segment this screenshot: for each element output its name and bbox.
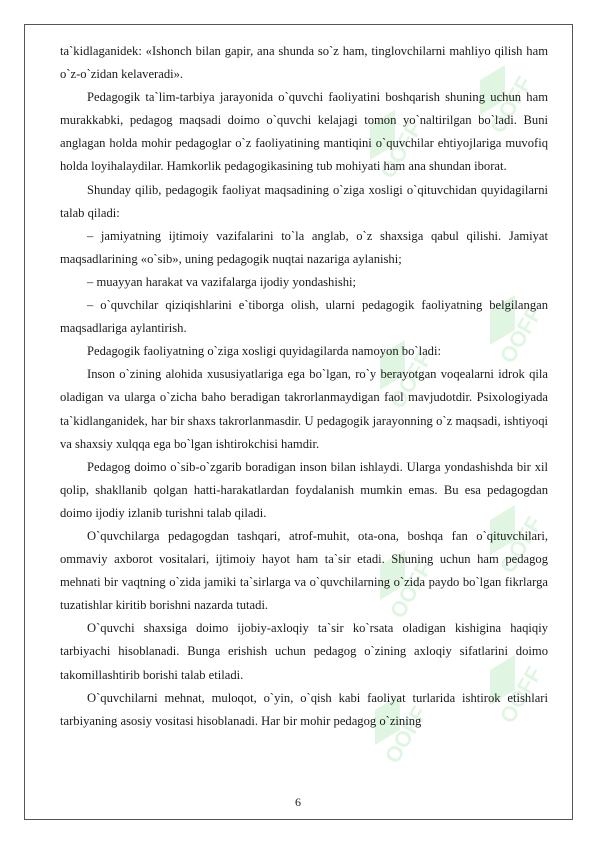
paragraph: Shunday qilib, pedagogik faoliyat maqsadining o`ziga xosligi o`qituvchidan quyidagilarni talab qiladi: xyxy=(60,182,548,220)
paragraph: Pedagog doimo o`sib-o`zgarib boradigan inson bilan ishlaydi. Ularga yondashishda bir xil qolip, shakllanib qolgan hatti-harakatlardan foydalanish mumkin emas. Bu esa pedagogdan doimo ijodiy izlanib turishni talab qiladi. xyxy=(60,459,548,520)
list-item: – jamiyatning ijtimoiy vazifalarini to`la anglab, o`z shaxsiga qabul qilishi. Jamiyat maqsadlarining «o`sib», uning pedagogik nuqtai nazariga aylanishi; xyxy=(60,228,548,266)
list-item: – muayyan harakat va vazifalarga ijodiy yondashishi; xyxy=(87,274,357,289)
svg-text:OOFF: OOFF xyxy=(379,702,432,768)
svg-text:OOFF: OOFF xyxy=(384,347,437,413)
paragraph: Inson o`zining alohida xususiyatlariga ega bo`lgan, ro`y berayotgan voqealarni idrok qila oladigan va ularga o`zicha baho beradigan takrorlanmaydigan faol mavjudotdir. Psixologiyada ta`kidlanganidek, har bir shaxs takrorlanmasdir. U pedagogik jarayonning o`z maqsadi, ishtiyoqi va shaxsiy xulqqa ega bo`lgan ishtirokchisi hamdir. xyxy=(60,367,548,451)
page-number: 6 xyxy=(295,795,301,809)
paragraph: Pedagogik faoliyatning o`ziga xosligi quyidagilarda namoyon bo`ladi: xyxy=(87,344,441,359)
svg-text:OOFF: OOFF xyxy=(384,557,437,623)
paragraph: ta`kidlaganidek: «Ishonch bilan gapir, ana shunda so`z ham, tinglovchilarni mahliyo qilish ham o`z-o`zidan kelaveradi». xyxy=(60,44,548,82)
svg-text:OOFF: OOFF xyxy=(494,302,547,368)
paragraph: O`quvchi shaxsiga doimo ijobiy-axloqiy ta`sir ko`rsata oladigan kishigina haqiqiy tarbiyachi hisoblanadi. Bunga erishish uchun pedagog o`zining axloqiy sifatlarini doimo takomillashtirib borishi talab etiladi. xyxy=(60,621,548,682)
paragraph: Pedagogik ta`lim-tarbiya jarayonida o`quvchi faoliyatini boshqarish shuning uchun ham murakkabki, pedagog maqsadi doimo o`quvchi kelajagi tomon yo`naltirilgan bo`ladi. Buni anglagan holda mohir pedagoglar o`z faoliyatining mantiqini o`quvchilar ehtiyojlariga muvofiq holda loyihalaydilar. Hamkorlik pedagogikasining tub mohiyati ham ana shundan iborat. xyxy=(60,90,548,174)
svg-text:OOFF: OOFF xyxy=(494,662,547,728)
document-body xyxy=(60,40,548,733)
svg-text:OOFF: OOFF xyxy=(494,512,547,578)
paragraph: O`quvchilarga pedagogdan tashqari, atrof-muhit, ota-ona, boshqa fan o`qituvchilari, ommaviy axborot vositalari, ijtimoiy hayot ham ta`sir etadi. Shuning uchun ham pedagog mehnati bir vaqtning o`zida jamiki ta`sirlarga va o`quvchilarning o`zida paydo bo`lgan fikrlarga tuzatishlar kiritib borishni nazarda tutadi. xyxy=(60,528,548,613)
paragraph: O`quvchilarni mehnat, muloqot, o`yin, o`qish kabi faoliyat turlarida ishtirok etishlari tarbiyaning asosiy vositasi hisoblanadi. Har bir mohir pedagog o`zining xyxy=(60,690,548,728)
svg-text:OOFF: OOFF xyxy=(374,117,427,183)
list-item: – o`quvchilar qiziqishlarini e`tiborga olish, ularni pedagogik faoliyatning belgilangan maqsadlariga aylantirish. xyxy=(60,298,548,336)
svg-text:OOFF: OOFF xyxy=(484,72,537,138)
